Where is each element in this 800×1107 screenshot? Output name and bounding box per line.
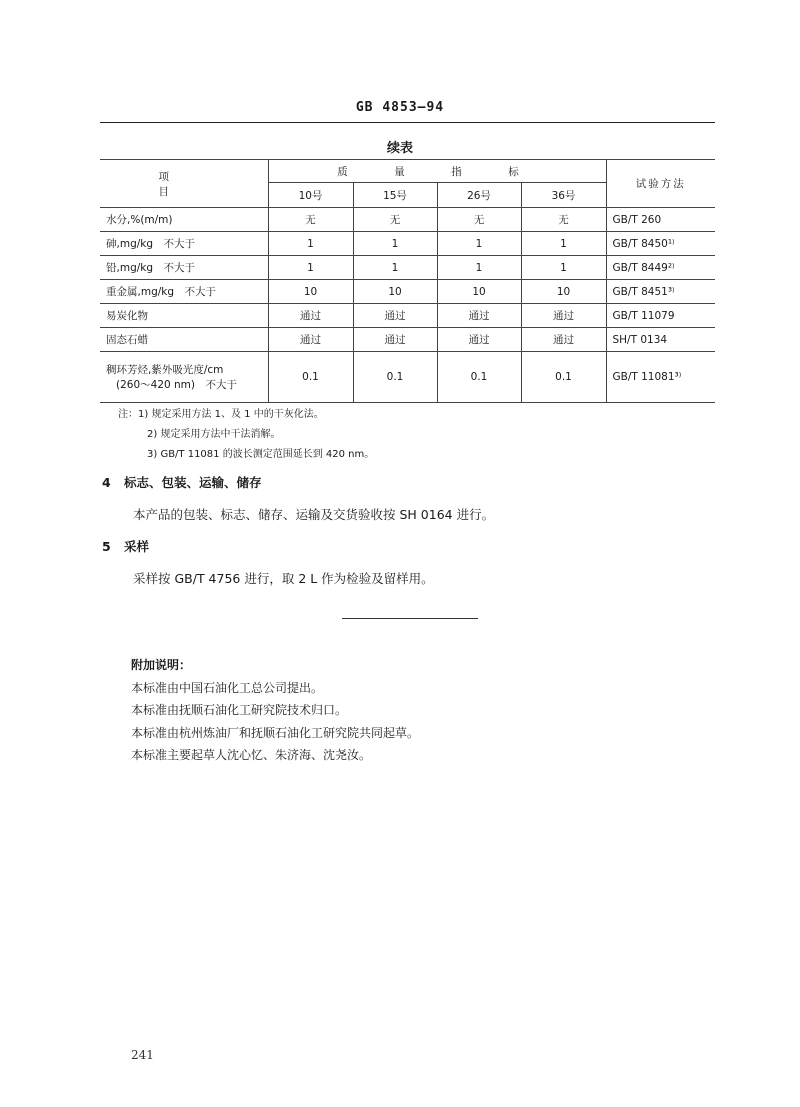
grade-header: 36号 <box>521 183 606 208</box>
note-item: 注：1) 规定采用方法 1、及 1 中的干灰化法。 <box>118 409 324 420</box>
row-value: 无 <box>268 208 353 232</box>
row-value: 0.1 <box>268 352 353 403</box>
note-item: 2) 规定采用方法中干法消解。 <box>147 429 281 440</box>
table-row <box>100 304 715 328</box>
row-item: 水分,%(m/m) <box>100 208 268 232</box>
row-value: 10 <box>353 280 437 304</box>
row-item-line: (260～420 nm) 不大于 <box>116 379 237 391</box>
header-method: 试验方法 <box>606 160 715 208</box>
row-value: 无 <box>437 208 521 232</box>
row-method: GB/T 11079 <box>606 304 715 328</box>
row-method: GB/T 8450¹⁾ <box>606 232 715 256</box>
end-rule <box>342 618 478 619</box>
grade-header: 15号 <box>353 183 437 208</box>
table-row <box>100 352 715 403</box>
row-value: 10 <box>437 280 521 304</box>
row-value: 通过 <box>437 328 521 352</box>
appendix-line: 本标准由中国石油化工总公司提出。 <box>131 680 324 695</box>
row-value: 1 <box>353 232 437 256</box>
note-item: 3) GB/T 11081 的波长测定范围延长到 420 nm。 <box>147 449 375 460</box>
row-value: 1 <box>437 256 521 280</box>
table-header-row <box>100 160 715 183</box>
table-row <box>100 328 715 352</box>
row-item: 砷,mg/kg 不大于 <box>100 232 268 256</box>
row-value: 1 <box>353 256 437 280</box>
row-value: 0.1 <box>521 352 606 403</box>
header-item: 项 目 <box>100 160 268 208</box>
table-row <box>100 232 715 256</box>
row-value: 通过 <box>521 328 606 352</box>
section-number: 4 <box>102 475 111 490</box>
appendix-line: 本标准由杭州炼油厂和抚顺石油化工研究院共同起草。 <box>131 725 420 740</box>
row-item <box>100 352 268 403</box>
section-heading <box>102 473 262 491</box>
header-rule <box>100 122 715 123</box>
row-method: SH/T 0134 <box>606 328 715 352</box>
table-title: 续表 <box>386 141 413 156</box>
section-paragraph: 本产品的包装、标志、储存、运输及交货验收按 SH 0164 进行。 <box>133 507 495 522</box>
row-value: 10 <box>521 280 606 304</box>
row-method: GB/T 8451³⁾ <box>606 280 715 304</box>
appendix-line: 本标准主要起草人沈心忆、朱济海、沈尧汝。 <box>131 748 372 762</box>
grade-header: 10号 <box>268 183 353 208</box>
section-heading <box>102 537 149 555</box>
row-value: 1 <box>268 232 353 256</box>
appendix-title: 附加说明： <box>131 658 192 672</box>
row-item: 铅,mg/kg 不大于 <box>100 256 268 280</box>
appendix-line: 本标准由抚顺石油化工研究院技术归口。 <box>131 703 348 717</box>
row-item: 固态石蜡 <box>100 328 268 352</box>
section-paragraph: 采样按 GB/T 4756 进行，取 2 L 作为检验及留样用。 <box>133 571 434 586</box>
row-item: 易炭化物 <box>100 304 268 328</box>
table-notes <box>118 405 374 465</box>
row-value: 1 <box>521 256 606 280</box>
row-value: 通过 <box>268 304 353 328</box>
row-value: 0.1 <box>353 352 437 403</box>
row-value: 无 <box>353 208 437 232</box>
appendix <box>131 654 419 767</box>
row-value: 10 <box>268 280 353 304</box>
table-row <box>100 280 715 304</box>
row-value: 0.1 <box>437 352 521 403</box>
section-number: 5 <box>102 539 111 554</box>
row-value: 通过 <box>437 304 521 328</box>
section-title: 采样 <box>124 539 150 554</box>
row-method: GB/T 8449²⁾ <box>606 256 715 280</box>
row-item-line: 稠环芳烃,紫外吸光度/cm <box>106 364 224 376</box>
row-value: 通过 <box>353 304 437 328</box>
row-value: 1 <box>437 232 521 256</box>
row-value: 通过 <box>521 304 606 328</box>
row-value: 无 <box>521 208 606 232</box>
standard-code: GB 4853—94 <box>355 100 445 115</box>
row-item: 重金属,mg/kg 不大于 <box>100 280 268 304</box>
row-value: 1 <box>521 232 606 256</box>
page-number: 241 <box>131 1048 154 1062</box>
row-value: 通过 <box>353 328 437 352</box>
row-method: GB/T 260 <box>606 208 715 232</box>
row-method: GB/T 11081³⁾ <box>606 352 715 403</box>
grade-header: 26号 <box>437 183 521 208</box>
section-title: 标志、包装、运输、储存 <box>124 475 262 490</box>
header-quality: 质 量 指 标 <box>268 160 606 183</box>
table-row <box>100 256 715 280</box>
quality-spec-table <box>100 159 715 403</box>
table-row <box>100 208 715 232</box>
row-value: 1 <box>268 256 353 280</box>
row-value: 通过 <box>268 328 353 352</box>
